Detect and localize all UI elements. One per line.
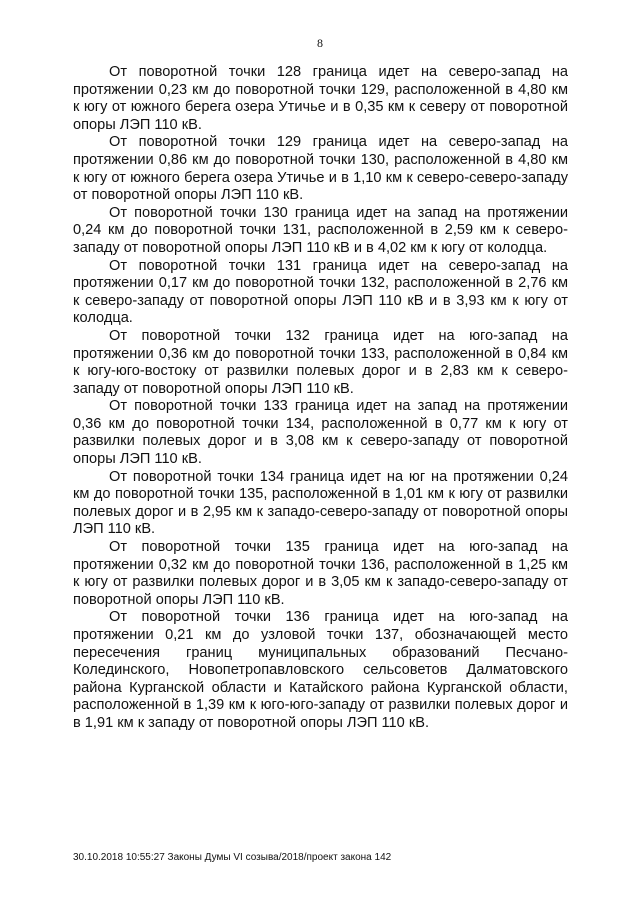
paragraph-2: От поворотной точки 129 граница идет на северо-запад на протяжении 0,86 км до поворотной точки 130, расположенной в 4,80 км к югу от южного берега озера Утичье и в 1,10 км к северо-северо-западу от поворотной опоры ЛЭП 110 кВ.	[73, 134, 568, 204]
page-number: 8	[317, 36, 323, 50]
paragraph-6: От поворотной точки 133 граница идет на запад на протяжении 0,36 км до поворотной точки 134, расположенной в 0,77 км к югу от развилки полевых дорог и в 3,08 км к северо-западу от поворотной опоры ЛЭП 110 кВ.	[73, 398, 568, 468]
paragraph-3: От поворотной точки 130 граница идет на запад на протяжении 0,24 км до поворотной точки 131, расположенной в 2,59 км к северо-западу от поворотной опоры ЛЭП 110 кВ и в 4,02 км к югу от колодца.	[73, 204, 568, 256]
paragraph-8: От поворотной точки 135 граница идет на юго-запад на протяжении 0,32 км до поворотной точки 136, расположенной в 1,25 км к югу от развилки полевых дорог и в 3,05 км к западо-северо-западу от поворотной опоры ЛЭП 110 кВ.	[73, 539, 568, 608]
document-footer: 30.10.2018 10:55:27 Законы Думы VI созыва/2018/проект закона 142	[73, 852, 392, 863]
paragraph-7: От поворотной точки 134 граница идет на юг на протяжении 0,24 км до поворотной точки 135, расположенной в 1,01 км к югу от развилки полевых дорог и в 2,95 км к западо-северо-западу от поворотной опоры ЛЭП 110 кВ.	[73, 468, 568, 538]
document-body	[73, 64, 568, 733]
paragraph-9: От поворотной точки 136 граница идет на юго-запад на протяжении 0,21 км до узловой точки 137, обозначающей место пересечения границ муниципальных образований Песчано-Колединского, Новопетропавловского сельсоветов Далматовского района Курганской области и Катайского района Курганской области, расположенной в 1,39 км к юго-юго-западу от развилки полевых дорог и в 1,91 км к западу от поворотной опоры ЛЭП 110 кВ.	[73, 609, 568, 731]
paragraph-4: От поворотной точки 131 граница идет на северо-запад на протяжении 0,17 км до поворотной точки 132, расположенной в 2,76 км к северо-западу от поворотной опоры ЛЭП 110 кВ и в 3,93 км к югу от колодца.	[73, 257, 568, 327]
paragraph-1: От поворотной точки 128 граница идет на северо-запад на протяжении 0,23 км до поворотной точки 129, расположенной в 4,80 км к югу от южного берега озера Утичье и в 0,35 км к северу от поворотной опоры ЛЭП 110 кВ.	[73, 64, 568, 133]
paragraph-5: От поворотной точки 132 граница идет на юго-запад на протяжении 0,36 км до поворотной точки 133, расположенной в 0,84 км к югу-юго-востоку от развилки полевых дорог и в 2,83 км к северо-западу от поворотной опоры ЛЭП 110 кВ.	[73, 327, 568, 397]
